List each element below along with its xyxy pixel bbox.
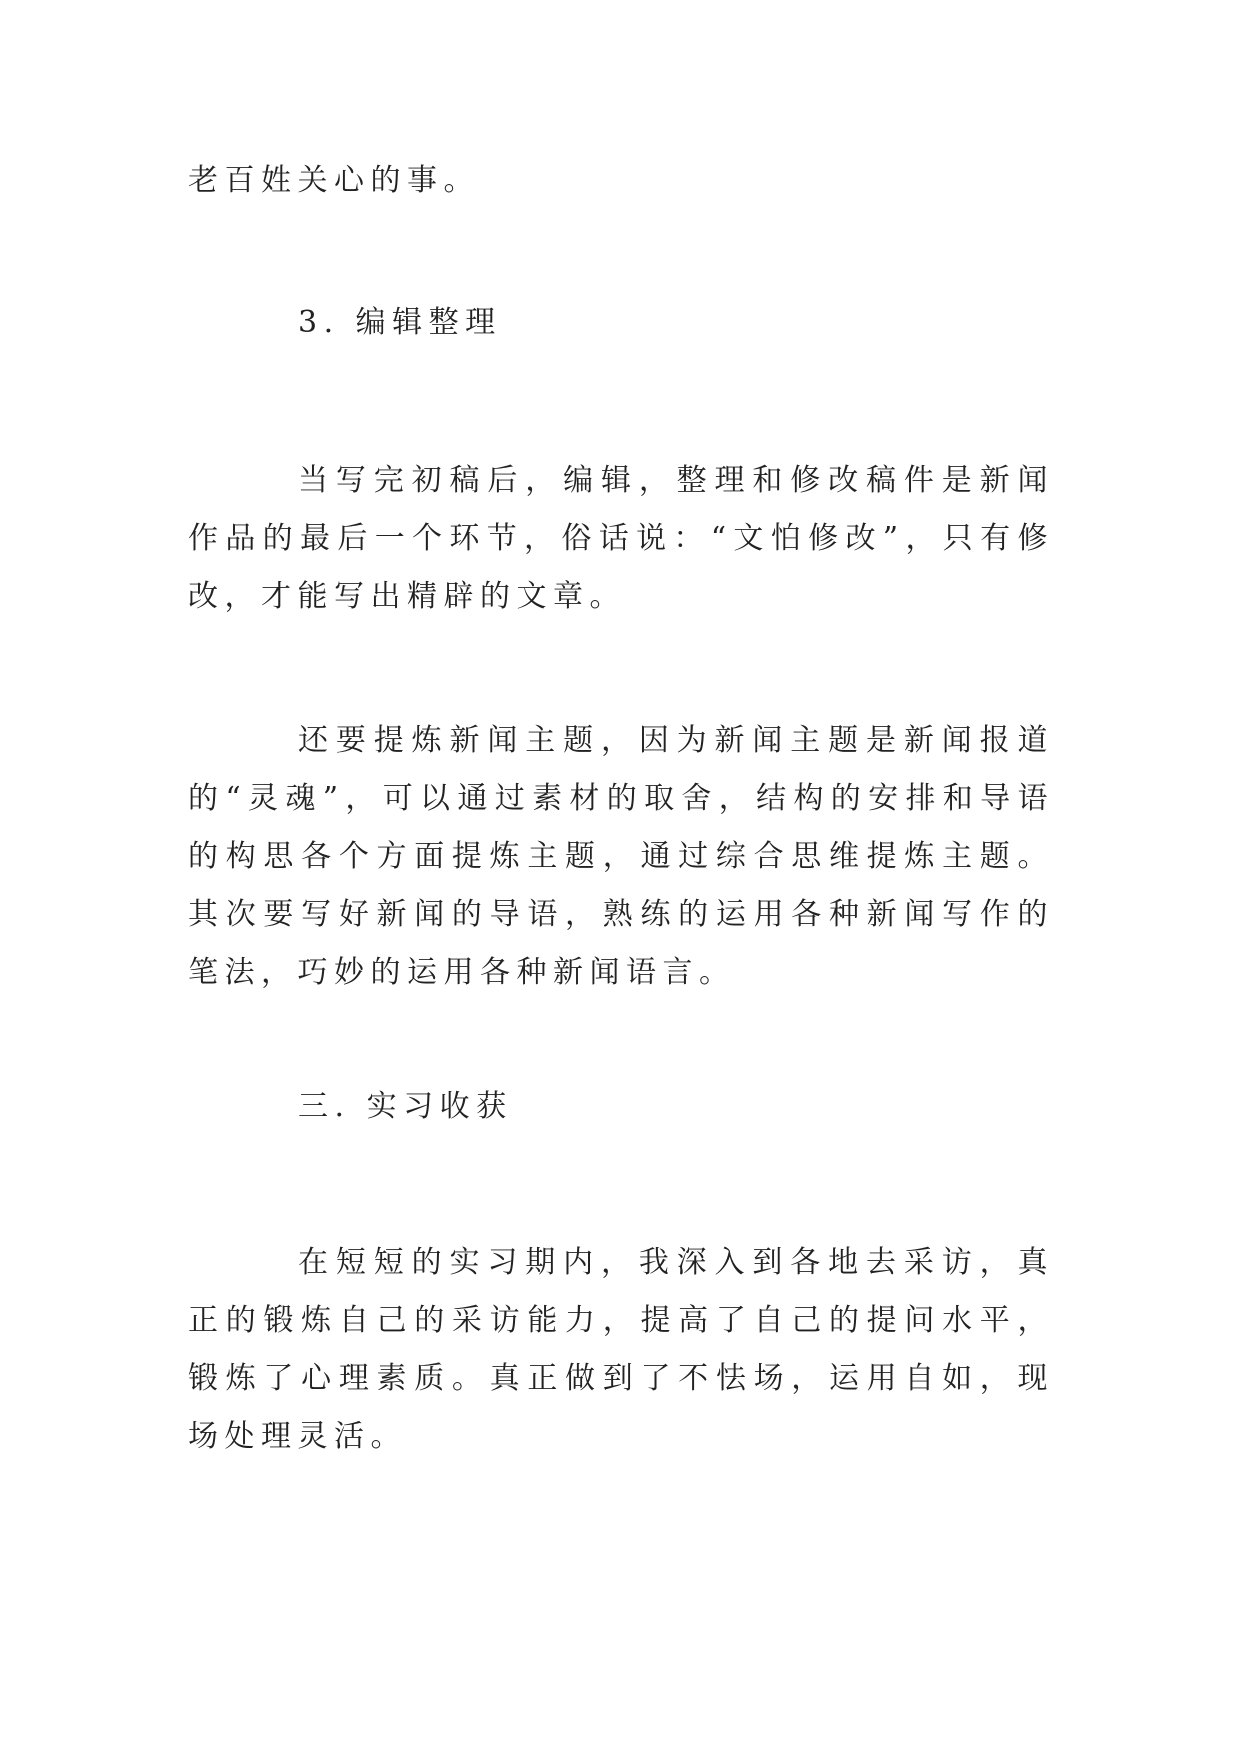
paragraph-continuation: 老百姓关心的事。: [188, 163, 480, 198]
paragraph-harvest: 在短短的实习期内，我深入到各地去采访，真正的锻炼自己的采访能力，提高了自己的提问水平，锻炼了心理素质。真正做到了不怯场，运用自如，现场处理灵活。: [188, 1245, 1054, 1454]
section-heading-harvest: 三. 实习收获: [298, 1089, 513, 1124]
paragraph-editing: 当写完初稿后，编辑，整理和修改稿件是新闻作品的最后一个环节，俗话说：“文怕修改”，只有修改，才能写出精辟的文章。: [188, 463, 1054, 614]
section-heading-editing: 3. 编辑整理: [298, 305, 502, 340]
paragraph-theme: 还要提炼新闻主题，因为新闻主题是新闻报道的“灵魂”，可以通过素材的取舍，结构的安排和导语的构思各个方面提炼主题，通过综合思维提炼主题。其次要写好新闻的导语，熟练的运用各种新闻写作的笔法，巧妙的运用各种新闻语言。: [188, 723, 1054, 990]
